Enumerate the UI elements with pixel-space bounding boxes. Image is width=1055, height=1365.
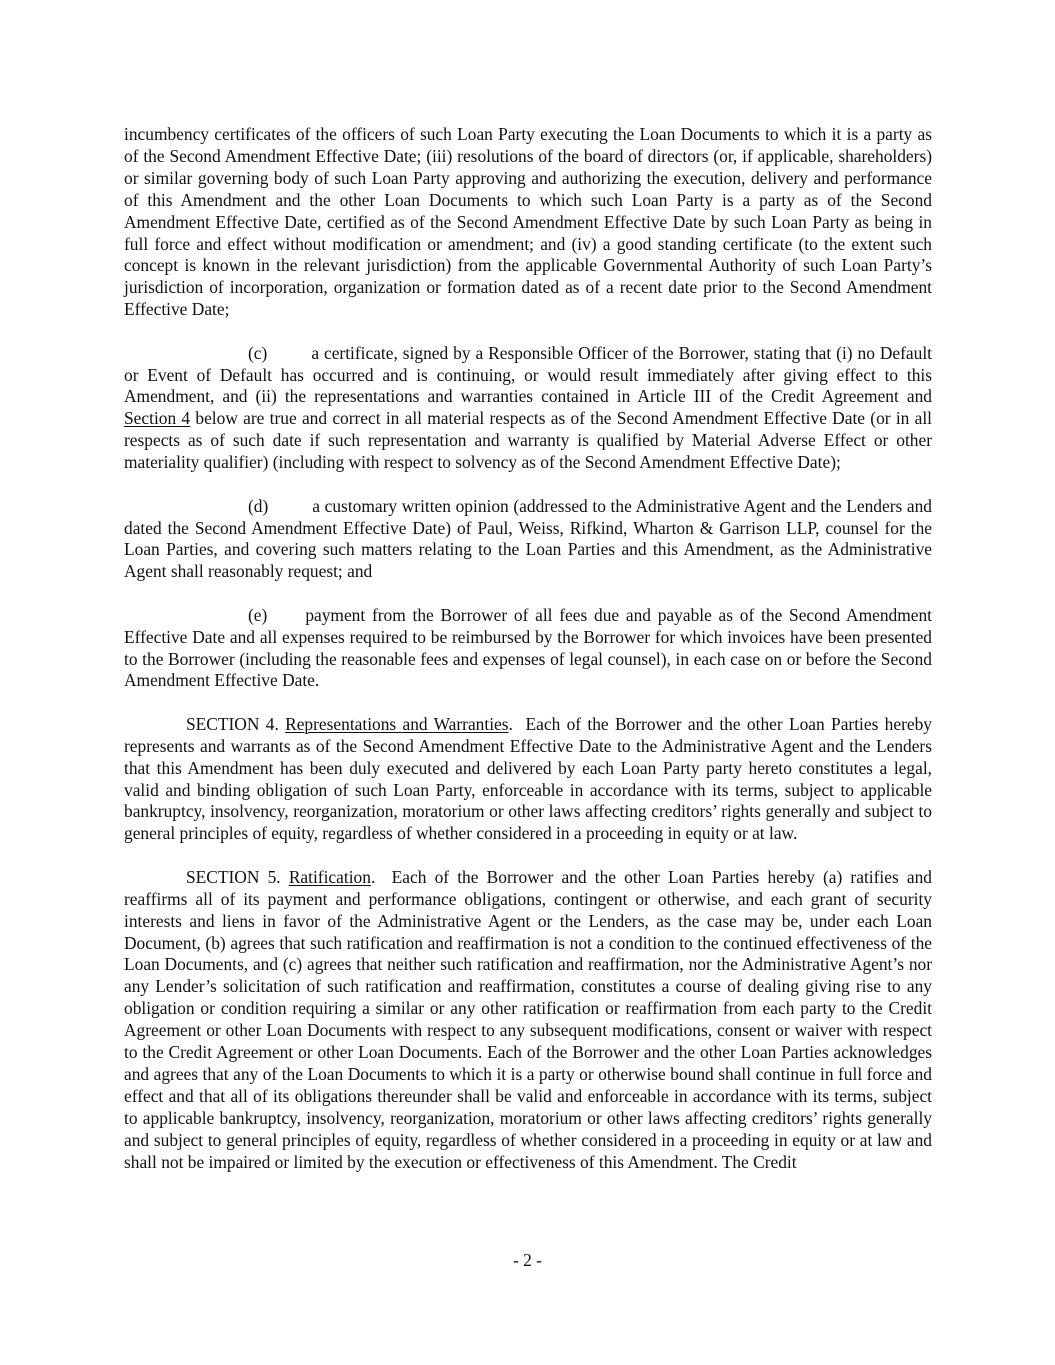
paragraph-continuation: [124, 124, 932, 321]
paragraph-section-4: [124, 713, 937, 845]
section-heading-punct: .: [508, 713, 513, 734]
paragraph-text: a customary written opinion (addressed to the Administrative Agent and the Lenders and dated the Second Amendment Effective Date) of Paul, Weiss, Rifkind, Wharton & Garrison LLP, counsel for the Loan Parties, and covering such matters relating to the Loan Parties and this Amendment, as the Administrative Agent shall reasonably request; and: [124, 495, 932, 582]
paragraph-text: incumbency certificates of the officers of such Loan Party executing the Loan Documents to which it is a party as of the Second Amendment Effective Date; (iii) resolutions of the board of directors (or, if applicable, shareholders) or similar governing body of such Loan Party approving and authorizing the execution, delivery and performance of this Amendment and the other Loan Documents to which such Loan Party is a party as of the Second Amendment Effective Date, certified as of the Second Amendment Effective Date by such Loan Party as being in full force and effect without modification or amendment; and (iv) a good standing certificate (to the extent such concept is known in the relevant jurisdiction) from the applicable Governmental Authority of such Loan Party’s jurisdiction of incorporation, organization or formation dated as of a recent date prior to the Second Amendment Effective Date;: [124, 124, 932, 320]
section-label: SECTION 5.: [186, 866, 289, 887]
paragraph-text: payment from the Borrower of all fees due and payable as of the Second Amendment Effective Date and all expenses required to be reimbursed by the Borrower for which invoices have been presented to the Borrower (including the reasonable fees and expenses of legal counsel), in each case on or before the Second Amendment Effective Date.: [124, 604, 932, 691]
document-page: [124, 124, 937, 1195]
paragraph-text: below are true and correct in all material respects as of the Second Amendment Effective Date (or in all respects as of such date if such representation and warranty is qualified by Material Adverse Effect or other materiality qualifier) (including with respect to solvency as of the Second Amendment Effective Date);: [124, 408, 932, 473]
section-label: SECTION 4.: [186, 713, 286, 734]
paragraph-item-d: [124, 496, 932, 584]
section-heading: Representations and Warranties: [285, 713, 509, 734]
section-heading: Ratification: [288, 866, 371, 887]
paragraph-section-5: [124, 866, 937, 1174]
page-number: - 2 -: [513, 1250, 542, 1270]
item-label: (e): [248, 604, 268, 625]
paragraph-text: Each of the Borrower and the other Loan Parties hereby (a) ratifies and reaffirms all of its payment and performance obligations, contingent or otherwise, and each grant of security interests and liens in favor of the Administrative Agent or the Lenders, as the case may be, under each Loan Document, (b) agrees that such ratification and reaffirmation is not a condition to the continued effectiveness of the Loan Documents, and (c) agrees that neither such ratification and reaffirmation, nor the Administrative Agent’s nor any Lender’s solicitation of such ratification and reaffirmation, constitutes a course of dealing giving rise to any obligation or condition requiring a similar or any other ratification or reaffirmation from each party to the Credit Agreement or other Loan Documents with respect to any subsequent modifications, consent or waiver with respect to the Credit Agreement or other Loan Documents. Each of the Borrower and the other Loan Parties acknowledges and agrees that any of the Loan Documents to which it is a party or otherwise bound shall continue in full force and effect and that all of its obligations thereunder shall be valid and enforceable in accordance with its terms, subject to applicable bankruptcy, insolvency, reorganization, moratorium or other laws affecting creditors’ rights generally and subject to general principles of equity, regardless of whether considered in a proceeding in equity or at law and shall not be impaired or limited by the execution or effectiveness of this Amendment. The Credit: [124, 866, 937, 1172]
section-heading-punct: .: [370, 866, 376, 887]
paragraph-text: a certificate, signed by a Responsible Officer of the Borrower, stating that (i) no Default or Event of Default has occurred and is continuing, or would result immediately after giving effect to this Amendment, and (ii) the representations and warranties contained in Article III of the Credit Agreement and: [124, 342, 932, 407]
section-4-reference-link[interactable]: Section 4: [124, 408, 191, 429]
item-label: (c): [248, 342, 268, 363]
paragraph-item-c: [124, 343, 932, 474]
paragraph-text: Each of the Borrower and the other Loan Parties hereby represents and warrants as of the Second Amendment Effective Date to the Administrative Agent and the Lenders that this Amendment has been duly executed and delivered by each Loan Party party hereto constitutes a legal, valid and binding obligation of such Loan Party, enforceable in accordance with its terms, subject to applicable bankruptcy, insolvency, reorganization, moratorium or other laws affecting creditors’ rights generally and subject to general principles of equity, regardless of whether considered in a proceeding in equity or at law.: [124, 713, 937, 844]
item-label: (d): [248, 495, 269, 516]
paragraph-item-e: [124, 605, 932, 693]
